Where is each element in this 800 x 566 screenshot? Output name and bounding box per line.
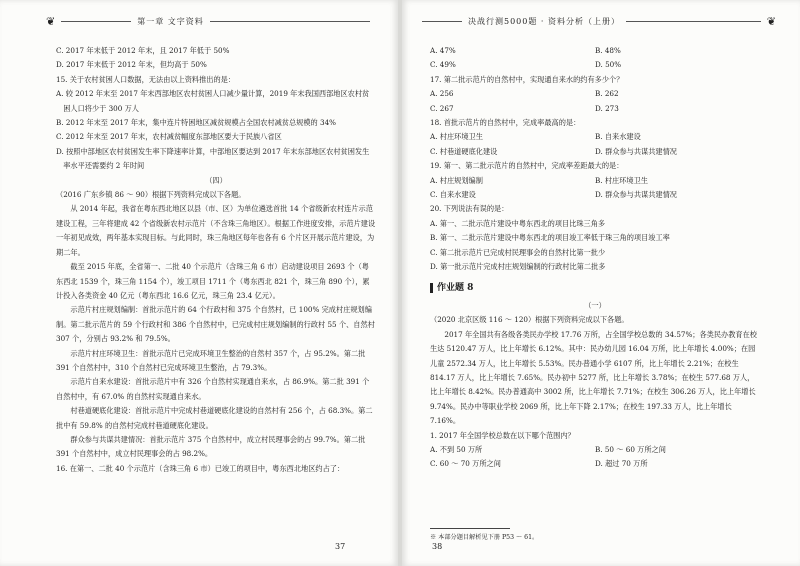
text-paragraph: A. 第一、二批示范片建设中粤东西北的项目比珠三角多 xyxy=(430,218,606,228)
footnote: ※ 本部分题目解析见下册 P53 ～ 61。 xyxy=(430,534,539,541)
answer-option: B. 262 xyxy=(595,89,619,99)
workbook-heading xyxy=(430,281,760,295)
answer-option: D. 273 xyxy=(595,103,619,113)
text-paragraph: 15. 关于农村贫困人口数据，无法由以上资料推出的是： xyxy=(56,74,236,84)
header-rule xyxy=(626,21,761,22)
text-paragraph: B. 第一、二批示范片建设中粤东西北的项目竣工率低于珠三角的项目竣工率 xyxy=(430,233,670,243)
header-rule xyxy=(422,21,462,22)
left-header xyxy=(40,14,370,28)
answer-options-row xyxy=(430,443,760,457)
answer-options-row xyxy=(430,145,760,159)
answer-option: A. 256 xyxy=(430,89,454,99)
right-page xyxy=(402,0,800,566)
text-paragraph: 2017 年全国共有各级各类民办学校 17.76 万所，占全国学校总数的 34.57%；各类民办教育在校生达 5120.47 万人，比上年增长 6.12%。其中：民办幼儿园 16.04 万所，比上年增长 4.00%；在园儿童 2572.34 万人，比上年增长 5.53%。民办普通小学 6107 所，比上年增长 2.21%；在校生 814.17 万人，比上年增长 7.65%。民办初中 5277 所，比上年增长 3.78%；在校生 577.68 万人，比上年增长 8.42%。民办普通高中 3002 所，比上年增长 7.71%；在校生 306.26 万人，比上年增长 9.74%。民办中等职业学校 2069 所，比上年下降 2.17%；在校生 197.33 万人，比上年增长 7.16%。 xyxy=(430,329,757,426)
text-paragraph: （2016 广东乡镇 86 ～ 90）根据下列资料完成以下各题。 xyxy=(56,190,246,200)
answer-option: B. 村庄环境卫生 xyxy=(595,175,648,185)
answer-option: B. 50 ～ 60 万所之间 xyxy=(595,444,666,454)
text-paragraph: D. 2017 年末低于 2012 年末，但均高于 50% xyxy=(56,60,207,70)
answer-option: A. 村庄环境卫生 xyxy=(430,132,483,142)
right-header xyxy=(422,14,782,28)
answer-option: D. 群众参与共谋共建情况 xyxy=(595,190,677,200)
answer-options-row xyxy=(430,102,760,116)
heading-bar-icon xyxy=(430,283,433,293)
answer-option: A. 村庄规划编制 xyxy=(430,175,483,185)
answer-option: C. 60 ～ 70 万所之间 xyxy=(430,459,501,469)
answer-options-row xyxy=(430,188,760,202)
answer-option: B. 48% xyxy=(595,46,621,55)
answer-option: D. 50% xyxy=(595,60,622,70)
text-paragraph: 19. 第一、第二批示范片的自然村中，完成率差距最大的是： xyxy=(430,161,624,171)
text-paragraph: C. 2012 年末至 2017 年末，农村减贫幅度东部地区要大于民族八省区 xyxy=(56,132,282,142)
text-paragraph: A. 较 2012 年末至 2017 年末西部地区农村贫困人口减少量计算，2019 年末我国西部地区农村贫困人口将少于 300 万人 xyxy=(56,89,370,113)
answer-option: A. 47% xyxy=(430,46,456,55)
text-paragraph: 示范片村庄环境卫生：首批示范片已完成环境卫生整治的自然村 357 个，占 95.2%。第二批 391 个自然村中，310 个自然村已完成环境卫生整治，占 79.3%。 xyxy=(56,348,366,372)
answer-option: D. 超过 70 万所 xyxy=(595,459,648,469)
answer-options-row xyxy=(430,130,760,144)
answer-options-row xyxy=(430,44,760,58)
text-paragraph: 18. 首批示范片的自然村中，完成率最高的是： xyxy=(430,118,581,128)
answer-option: C. 267 xyxy=(430,103,454,113)
text-paragraph: （2020 北京区级 116 ～ 120）根据下列资料完成以下各题。 xyxy=(430,315,629,325)
text-paragraph: 16. 在第一、二批 40 个示范片（含珠三角 6 市）已竣工的项目中，粤东西北地区约占了： xyxy=(56,463,345,473)
footnote-rule xyxy=(430,528,510,529)
right-page-body xyxy=(430,44,760,472)
header-rule xyxy=(61,21,131,22)
text-paragraph: 17. 第二批示范片的自然村中，实现通自来水的约有多少个？ xyxy=(430,74,624,84)
answer-option: D. 群众参与共谋共建情况 xyxy=(595,146,677,156)
header-rule xyxy=(210,21,370,22)
text-paragraph: 村巷道硬底化建设：首批示范片中完成村巷道硬底化建设的自然村有 256 个，占 68.3%。第二批中有 59.8% 的自然村完成村巷道硬底化建设。 xyxy=(56,406,373,430)
text-paragraph: 1. 2017 年全国学校总数在以下哪个范围内？ xyxy=(430,430,575,440)
page-number: 38 xyxy=(432,542,443,551)
answer-option: C. 村巷道硬底化建设 xyxy=(430,146,498,156)
text-paragraph: 20. 下列说法有误的是： xyxy=(430,204,509,214)
text-paragraph: （四） xyxy=(205,175,227,185)
text-paragraph: B. 2012 年末至 2017 年末，集中连片特困地区减贫规模占全国农村减贫总规模的 34% xyxy=(56,118,336,128)
page-number: 37 xyxy=(335,542,346,551)
text-paragraph: C. 2017 年末低于 2012 年末，且 2017 年低于 50% xyxy=(56,46,230,55)
left-page-body xyxy=(56,44,376,476)
text-paragraph: 截至 2015 年底，全省第一、二批 40 个示范片（含珠三角 6 市）启动建设项目 2693 个（粤东西北 1539 个，珠三角 1154 个），竣工项目 1711 个（粤东西北 821 个，珠三角 890 个），累计投入各类资金 40 亿元（粤东西北 16.6 亿元，珠三角 23.4 亿元）。 xyxy=(56,262,370,300)
text-paragraph: 从 2014 年起，我省在粤东西北地区以县（市、区）为单位遴选首批 14 个省级新农村连片示范建设工程，三年将建成 42 个省级新农村示范片（不含珠三角地区）。根据工作进度安排，示范片建设一年初见成效，两年基本实现目标。与此同时，珠三角地区每年也各有 6 个片区开展示范片建设，为期二年。 xyxy=(56,204,376,257)
text-paragraph: 群众参与共谋共建情况：首批示范片 375 个自然村中，成立村民理事会的占 99.7%。第二批 391 个自然村中，成立村民理事会的占 98.2%。 xyxy=(56,434,366,459)
bird-ornament-icon: ❦ xyxy=(766,14,776,28)
text-paragraph: D. 按照中部地区农村贫困发生率下降速率计算，中部地区要达到 2017 年末东部地区农村贫困发生率水平还需要约 2 年时间 xyxy=(56,146,370,171)
answer-option: B. 自来水建设 xyxy=(595,132,641,142)
bird-ornament-icon: ❦ xyxy=(46,14,56,28)
chapter-title: 第一章 文字资料 xyxy=(137,16,204,26)
answer-options-row xyxy=(430,174,760,188)
text-paragraph: 示范片自来水建设：首批示范片中有 326 个自然村实现通自来水，占 86.9%。第二批 391 个自然村中，有 67.0% 的自然村实现通自来水。 xyxy=(56,377,370,401)
answer-option: C. 自来水建设 xyxy=(430,190,476,200)
answer-option: C. 49% xyxy=(430,60,456,70)
book-title: 决战行测5000题 · 资料分析（上册） xyxy=(468,16,620,26)
answer-options-row xyxy=(430,87,760,101)
section-heading: （一） xyxy=(584,300,606,310)
text-paragraph: D. 第一批示范片完成村庄规划编制的行政村比第二批多 xyxy=(430,262,606,272)
answer-option: A. 不到 50 万所 xyxy=(430,444,483,454)
answer-options-row xyxy=(430,457,760,471)
left-page xyxy=(0,0,398,566)
answer-options-row xyxy=(430,58,760,72)
workbook-label: 作业题 8 xyxy=(437,282,474,293)
text-paragraph: C. 第二批示范片已完成村民理事会的自然村比第一批少 xyxy=(430,247,606,257)
text-paragraph: 示范片村庄规划编制：首批示范片的 64 个行政村和 375 个自然村，已 100% 完成村庄规划编制。第二批示范片的 59 个行政村和 386 个自然村中，已完成村庄规划编制的行政村 55 个、自然村 307 个，分别占 93.2% 和 79.5%。 xyxy=(56,305,375,344)
